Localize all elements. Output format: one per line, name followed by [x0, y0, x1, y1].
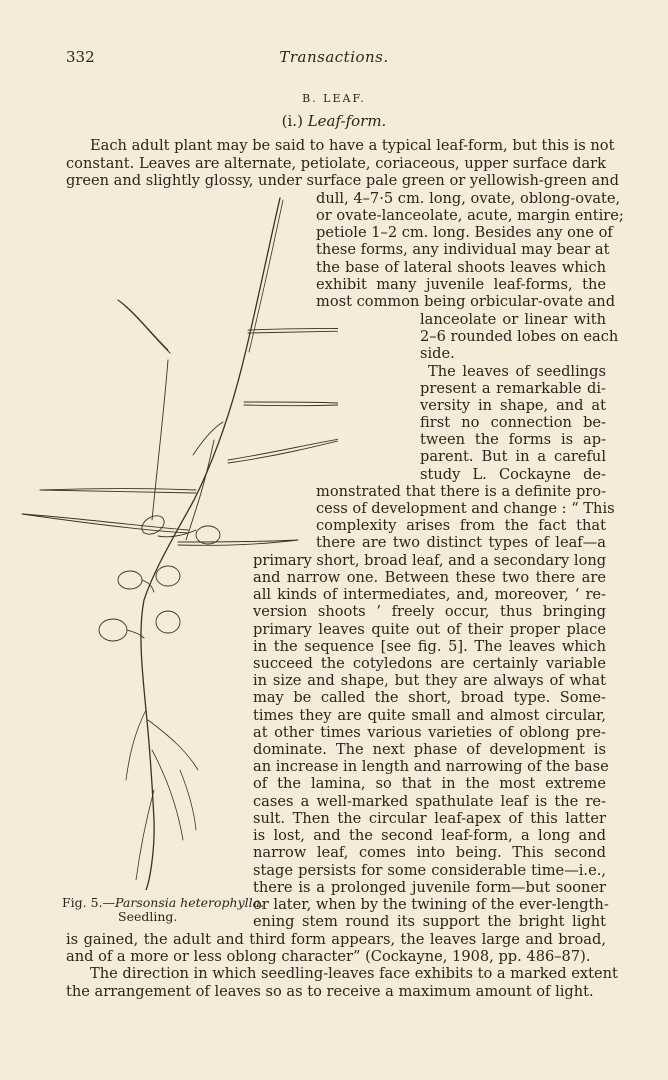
text-line: or later, when by the twining of the ever-length-	[253, 896, 609, 913]
text-line: complexity arises from the fact that	[316, 517, 606, 534]
text-line: ening stem round its support the bright light	[253, 913, 606, 930]
text-line: is lost, and the second leaf-form, a long and	[253, 827, 606, 844]
running-title: Transactions.	[279, 48, 389, 66]
text-line: and narrow one. Between these two there are	[253, 569, 606, 586]
text-line: The direction in which seedling-leaves face exhibits to a marked extent	[90, 965, 618, 982]
text-line: stage persists for some considerable time—i.e.,	[253, 862, 606, 879]
text-line: of the lamina, so that in the most extreme	[253, 775, 606, 792]
seedling-illustration	[18, 190, 338, 890]
text-line: constant. Leaves are alternate, petiolate, coriaceous, upper surface dark	[66, 155, 606, 172]
spathulate-leaves	[139, 512, 220, 544]
text-line: all kinds of intermediates, and, moreover, ‘ re-	[253, 586, 606, 603]
text-line: 2–6 rounded lobes on each	[420, 328, 619, 345]
text-line: cases a well-marked spathulate leaf is the re-	[253, 793, 606, 810]
text-line: and of a more or less oblong character” (Cockayne, 1908, pp. 486–87).	[66, 948, 591, 965]
text-line: dull, 4–7·5 cm. long, ovate, oblong-ovate,	[316, 190, 621, 207]
subsection-heading	[0, 112, 668, 130]
section-heading: B. LEAF.	[302, 92, 366, 105]
text-line: Each adult plant may be said to have a typical leaf-form, but this is not	[90, 137, 615, 154]
text-line: or ovate-lanceolate, acute, margin entire;	[316, 207, 624, 224]
text-line: tween the forms is ap-	[420, 431, 606, 448]
text-line: narrow leaf, comes into being. This second	[253, 844, 606, 861]
text-line: the base of lateral shoots leaves which	[316, 259, 606, 276]
subsection-number: (i.)	[281, 112, 303, 130]
text-line: present a remarkable di-	[420, 380, 606, 397]
text-line: study L. Cockayne de-	[420, 466, 606, 483]
text-line: may be called the short, broad type. Some-	[253, 689, 606, 706]
round-seedling-leaves	[99, 566, 180, 641]
text-line: The leaves of seedlings	[428, 363, 606, 380]
figure-caption	[62, 895, 264, 910]
figure-caption-line-2: Seedling.	[118, 909, 178, 924]
seedling-stem	[141, 198, 283, 890]
subsection-title: Leaf-form.	[307, 112, 387, 130]
roots	[126, 710, 198, 880]
text-line: side.	[420, 345, 455, 362]
figure-caption-species: Parsonsia heterophylla.	[115, 895, 265, 910]
page-number: 332	[66, 48, 95, 66]
text-line: there is a prolonged juvenile form—but sooner	[253, 879, 606, 896]
text-line: primary short, broad leaf, and a secondary long	[253, 552, 607, 569]
text-line: is gained, the adult and third form appears, the leaves large and broad,	[66, 931, 606, 948]
linear-leaves	[22, 300, 338, 545]
text-line: monstrated that there is a definite pro-	[316, 483, 606, 500]
text-line: succeed the cotyledons are certainly variable	[253, 655, 606, 672]
text-line: the arrangement of leaves so as to receive a maximum amount of light.	[66, 983, 594, 1000]
text-line: most common being orbicular-ovate and	[316, 293, 616, 310]
text-line: first no connection be-	[420, 414, 606, 431]
text-line: in the sequence [see fig. 5]. The leaves which	[253, 638, 606, 655]
text-line: an increase in length and narrowing of the base	[253, 758, 609, 775]
text-line: dominate. The next phase of development is	[253, 741, 606, 758]
text-line: cess of development and change : “ This	[316, 500, 615, 517]
text-line: parent. But in a careful	[420, 448, 606, 465]
text-line: lanceolate or linear with	[420, 311, 606, 328]
text-line: in size and shape, but they are always of what	[253, 672, 606, 689]
text-line: these forms, any individual may bear at	[316, 241, 610, 258]
text-line: primary leaves quite out of their proper place	[253, 621, 606, 638]
text-line: there are two distinct types of leaf—a	[316, 534, 606, 551]
text-line: sult. Then the circular leaf-apex of this latter	[253, 810, 606, 827]
text-line: at other times various varieties of oblong pre-	[253, 724, 606, 741]
text-line: versity in shape, and at	[420, 397, 606, 414]
figure-caption-label: Fig. 5.—	[62, 895, 116, 910]
text-line: petiole 1–2 cm. long. Besides any one of	[316, 224, 613, 241]
text-line: version shoots ’ freely occur, thus bringing	[253, 603, 606, 620]
text-line: green and slightly glossy, under surface pale green or yellowish-green and	[66, 172, 619, 189]
text-line: exhibit many juvenile leaf-forms, the	[316, 276, 606, 293]
text-line: times they are quite small and almost circular,	[253, 707, 606, 724]
